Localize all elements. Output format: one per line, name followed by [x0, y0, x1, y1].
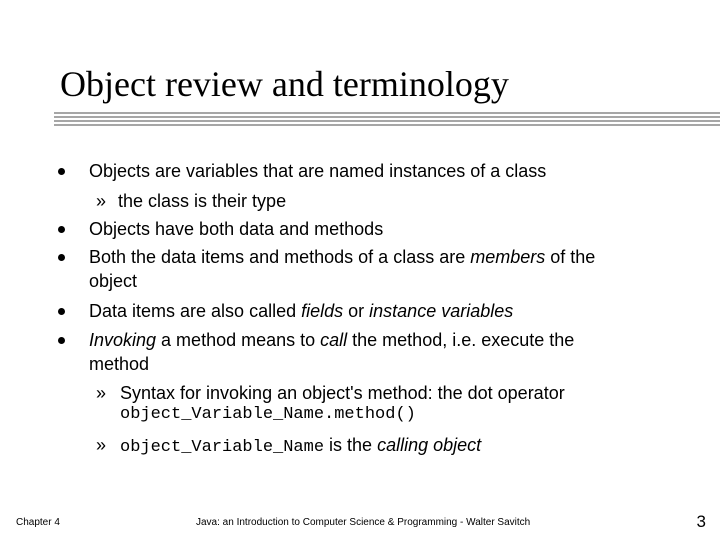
- sub-marker: »: [96, 435, 107, 455]
- footer-book: Java: an Introduction to Computer Science & Programming - Walter Savitch: [196, 517, 531, 528]
- sub-marker: »: [96, 191, 107, 211]
- bullet-dot-icon: [58, 254, 65, 261]
- bullet-dot-icon: [58, 337, 65, 344]
- title-rule: [54, 112, 720, 130]
- page-number: 3: [696, 512, 706, 531]
- slide-title: Object review and terminology: [60, 64, 509, 104]
- bullet-dot-icon: [58, 168, 65, 175]
- footer-chapter: Chapter 4: [16, 517, 60, 528]
- sub-marker: »: [96, 383, 107, 403]
- bullet-dot-icon: [58, 226, 65, 233]
- bullet-dot-icon: [58, 308, 65, 315]
